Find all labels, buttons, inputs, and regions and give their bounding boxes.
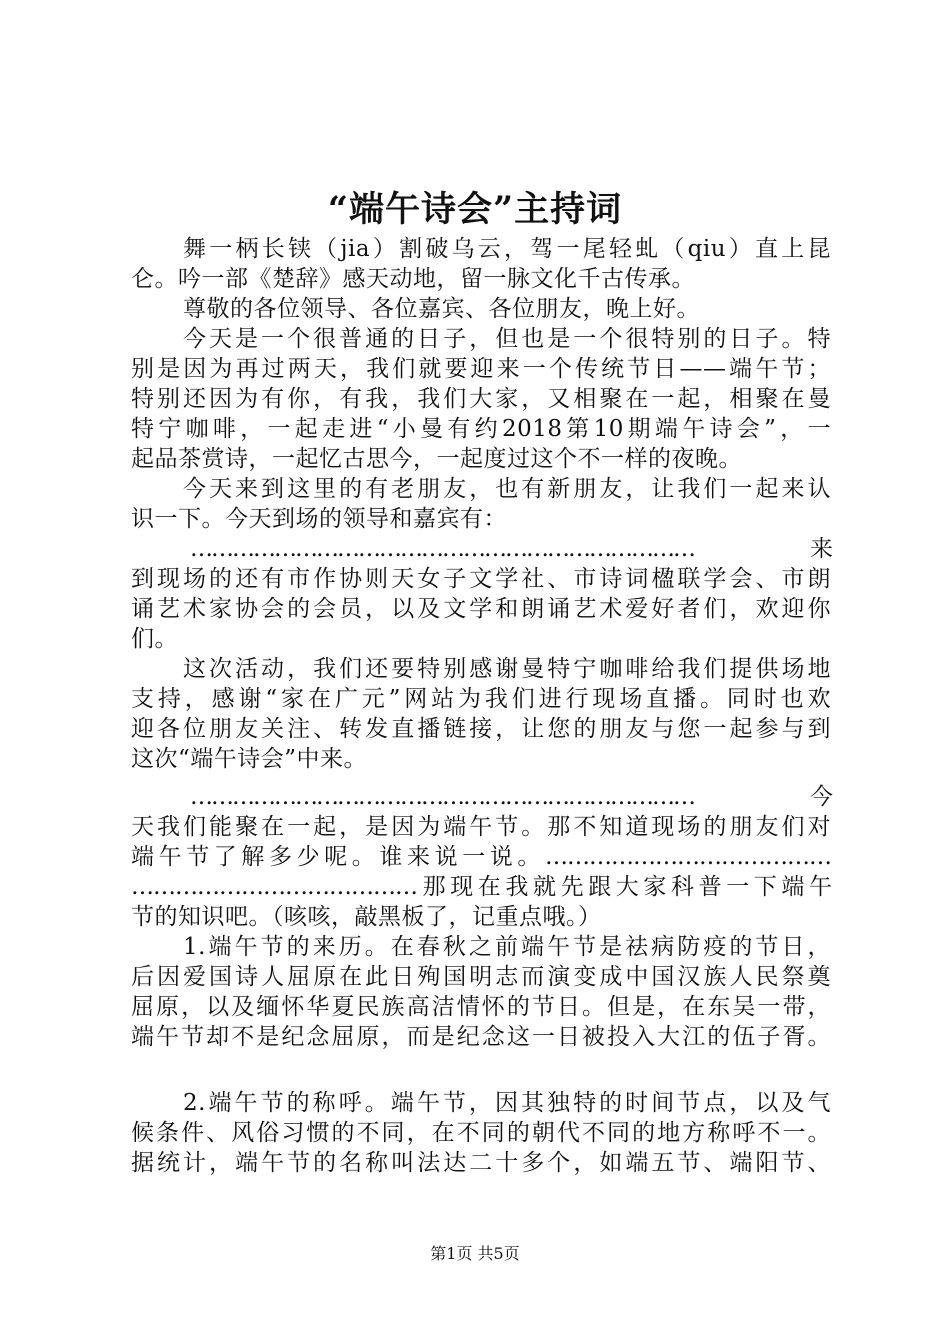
body-line: …………………………………那现在我就先跟大家科普一下端午 bbox=[131, 874, 831, 900]
body-line: 支持，感谢“家在广元”网站为我们进行现场直播。同时也欢 bbox=[131, 686, 831, 712]
body-line: 据统计，端午节的名称叫法达二十多个，如端五节、端阳节、 bbox=[131, 1150, 831, 1176]
body-line: 特宁咖啡，一起走进“小曼有约2018第10期端午诗会”，一 bbox=[131, 416, 831, 442]
body-line: 天我们能聚在一起，是因为端午节。那不知道现场的朋友们对 bbox=[131, 814, 831, 840]
body-line: 尊敬的各位领导、各位嘉宾、各位朋友，晚上好。 bbox=[183, 296, 700, 322]
document-title: “端午诗会”主持词 bbox=[327, 189, 623, 230]
body-line: 仑。吟一部《楚辞》感天动地，留一脉文化千古传承。 bbox=[131, 266, 695, 292]
body-line: 后因爱国诗人屈原在此日殉国明志而演变成中国汉族人民祭奠 bbox=[131, 964, 831, 990]
body-line: 今天来到这里的有老朋友，也有新朋友，让我们一起来认 bbox=[183, 476, 831, 502]
body-line: 端午节却不是纪念屈原，而是纪念这一日被投入大江的伍子胥。 bbox=[131, 1024, 831, 1050]
body-line: 们。 bbox=[131, 626, 178, 652]
body-line: ………………………………………………………………今 bbox=[190, 784, 831, 810]
body-line: 这次“端午诗会”中来。 bbox=[131, 746, 368, 772]
body-line: 端午节了解多少呢。谁来说一说。………………………………… bbox=[131, 844, 831, 870]
body-line: 1.端午节的来历。在春秋之前端午节是祛病防疫的节日， bbox=[183, 934, 831, 960]
body-line: 迎各位朋友关注、转发直播链接，让您的朋友与您一起参与到 bbox=[131, 716, 831, 742]
body-line: ………………………………………………………………来 bbox=[190, 536, 831, 562]
page-number-footer: 第1页 共5页 bbox=[430, 1244, 520, 1263]
body-line: 别是因为再过两天，我们就要迎来一个传统节日——端午节； bbox=[131, 356, 831, 382]
body-line: 节的知识吧。（咳咳，敲黑板了，记重点哦。） bbox=[131, 904, 602, 930]
body-line: 屈原，以及缅怀华夏民族高洁情怀的节日。但是，在东吴一带， bbox=[131, 994, 831, 1020]
body-line: 候条件、风俗习惯的不同，在不同的朝代不同的地方称呼不一。 bbox=[131, 1120, 831, 1146]
body-line: 识一下。今天到场的领导和嘉宾有： bbox=[131, 506, 507, 532]
body-line: 特别还因为有你，有我，我们大家，又相聚在一起，相聚在曼 bbox=[131, 386, 831, 412]
body-line: 今天是一个很普通的日子，但也是一个很特别的日子。特 bbox=[183, 326, 831, 352]
body-line: 诵艺术家协会的会员，以及文学和朗诵艺术爱好者们，欢迎你 bbox=[131, 596, 831, 622]
body-line: 起品茶赏诗，一起忆古思今，一起度过这个不一样的夜晚。 bbox=[131, 446, 742, 472]
body-line: 这次活动，我们还要特别感谢曼特宁咖啡给我们提供场地 bbox=[183, 656, 831, 682]
body-line: 到现场的还有市作协则天女子文学社、市诗词楹联学会、市朗 bbox=[131, 566, 831, 592]
body-line: 舞一柄长铗（jia）割破乌云，驾一尾轻虬（qiu）直上昆 bbox=[183, 236, 831, 262]
body-line: 2.端午节的称呼。端午节，因其独特的时间节点，以及气 bbox=[183, 1090, 831, 1116]
